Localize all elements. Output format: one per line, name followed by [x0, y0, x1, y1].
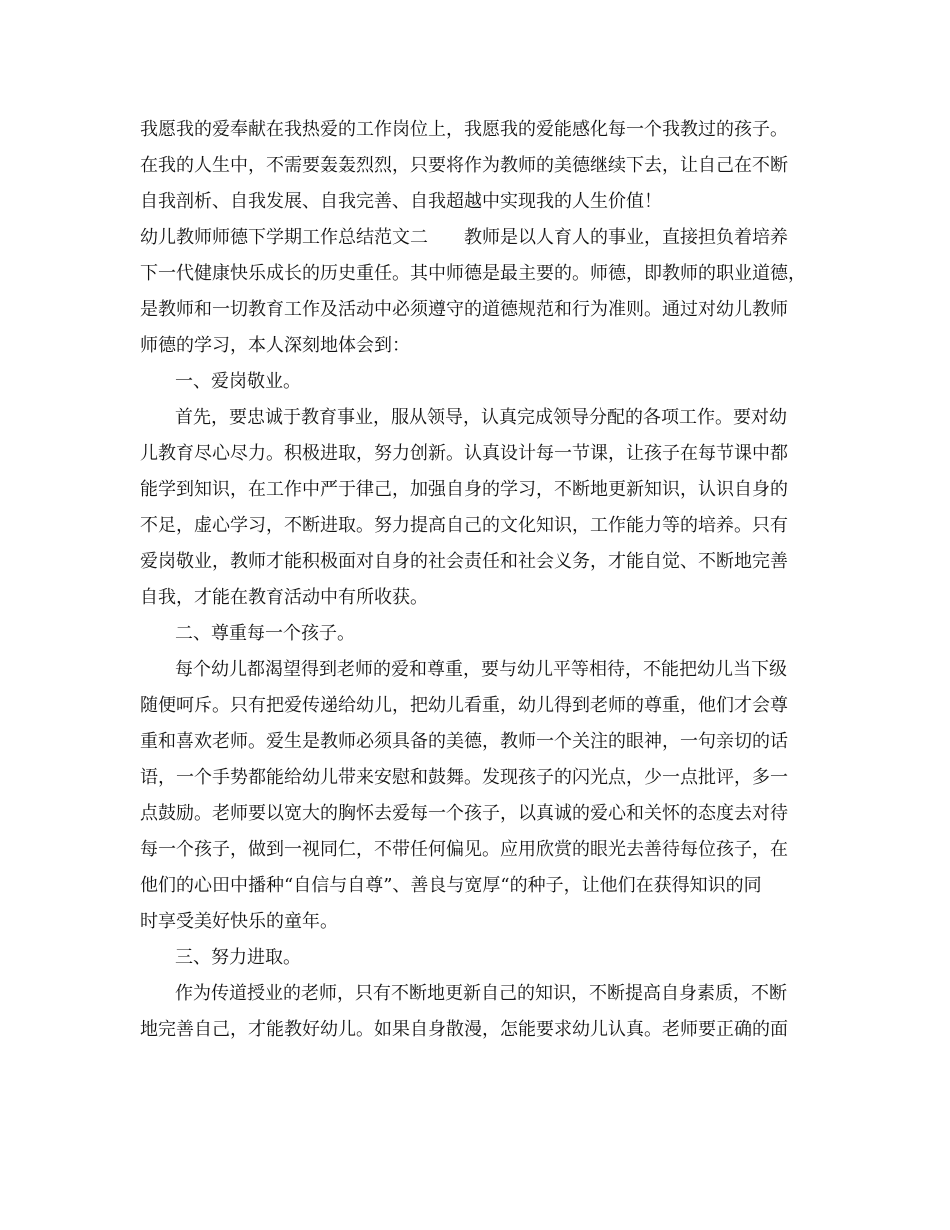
text-line: 自我剖析、自我发展、自我完善、自我超越中实现我的人生价值！: [140, 191, 662, 212]
text-line: 语，一个手势都能给幼儿带来安慰和鼓舞。发现孩子的闪光点，少一点批评，多一: [140, 767, 788, 788]
text-line: 儿教育尽心尽力。积极进取，努力创新。认真设计每一节课，让孩子在每节课中都: [140, 443, 788, 464]
text-line: 作为传道授业的老师，只有不断地更新自己的知识，不断提高自身素质，不断: [175, 983, 787, 1004]
text-line: 每一个孩子，做到一视同仁，不带任何偏见。应用欣赏的眼光去善待每位孩子，在: [140, 839, 788, 860]
text-line: 地完善自己，才能教好幼儿。如果自身散漫，怎能要求幼儿认真。老师要正确的面: [140, 1019, 788, 1040]
text-line: 每个幼儿都渴望得到老师的爱和尊重，要与幼儿平等相待，不能把幼儿当下级: [175, 659, 787, 680]
text-line: 爱岗敬业，教师才能积极面对自身的社会责任和社会义务，才能自觉、不断地完善: [140, 551, 788, 572]
text-line: 随便呵斥。只有把爱传递给幼儿，把幼儿看重，幼儿得到老师的尊重，他们才会尊: [140, 695, 788, 716]
text-line: 首先，要忠诚于教育事业，服从领导，认真完成领导分配的各项工作。要对幼: [175, 407, 787, 428]
section-title-line: 幼儿教师师德下学期工作总结范文二 教师是以人育人的事业，直接担负着培养: [140, 227, 788, 248]
text-line: 能学到知识，在工作中严于律己，加强自身的学习，不断地更新知识，认识自身的: [140, 479, 788, 500]
text-line: 我愿我的爱奉献在我热爱的工作岗位上，我愿我的爱能感化每一个我教过的孩子。: [140, 119, 788, 140]
text-line: 在我的人生中，不需要轰轰烈烈，只要将作为教师的美德继续下去，让自己在不断: [140, 155, 788, 176]
text-line: 时享受美好快乐的童年。: [140, 911, 338, 932]
heading-1: 一、爱岗敬业。: [175, 371, 301, 392]
text-line: 他们的心田中播种“自信与自尊”、善良与宽厚“的种子，让他们在获得知识的同: [140, 875, 762, 896]
text-line: 自我，才能在教育活动中有所收获。: [140, 587, 428, 608]
text-line: 重和喜欢老师。爱生是教师必须具备的美德，教师一个关注的眼神，一句亲切的话: [140, 731, 788, 752]
heading-2: 二、尊重每一个孩子。: [175, 623, 355, 644]
text-line: 点鼓励。老师要以宽大的胸怀去爱每一个孩子，以真诚的爱心和关怀的态度去对待: [140, 803, 788, 824]
text-line: 师德的学习，本人深刻地体会到：: [140, 335, 410, 356]
text-line: 是教师和一切教育工作及活动中必须遵守的道德规范和行为准则。通过对幼儿教师: [140, 299, 788, 320]
text-line: 不足，虚心学习，不断进取。努力提高自己的文化知识，工作能力等的培养。只有: [140, 515, 788, 536]
text-line: 下一代健康快乐成长的历史重任。其中师德是最主要的。师德，即教师的职业道德，: [140, 263, 806, 284]
heading-3: 三、努力进取。: [175, 947, 301, 968]
